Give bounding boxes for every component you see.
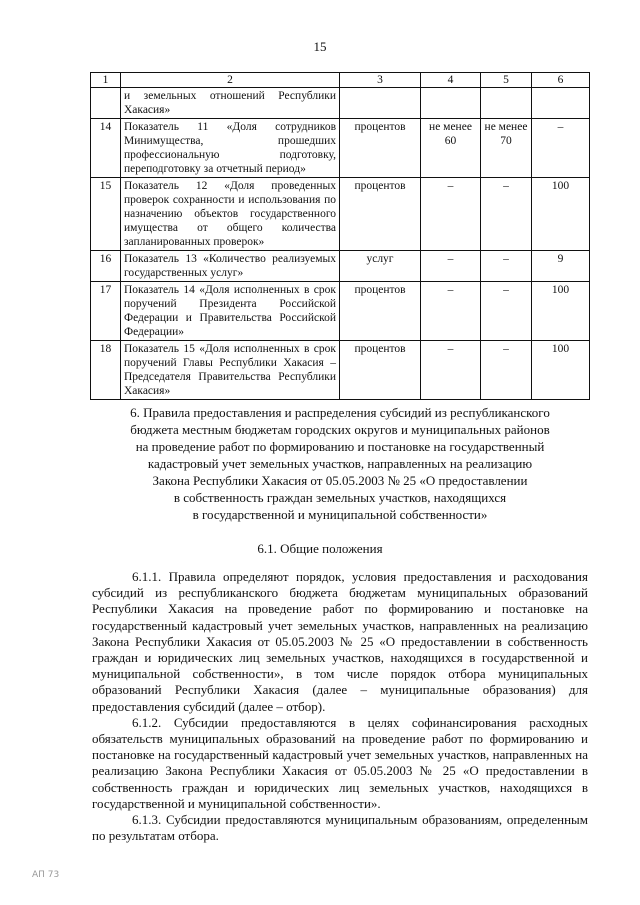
table-cell bbox=[340, 88, 421, 119]
table-cell bbox=[532, 88, 590, 119]
row-number: 18 bbox=[91, 341, 121, 400]
table-row bbox=[91, 178, 590, 251]
value-col6: 100 bbox=[532, 282, 590, 341]
section-title-line: в государственной и муниципальной собственности» bbox=[192, 507, 488, 522]
table-row bbox=[91, 119, 590, 178]
row-number: 15 bbox=[91, 178, 121, 251]
table-row bbox=[91, 282, 590, 341]
value-col6: 9 bbox=[532, 251, 590, 282]
table-header-row bbox=[91, 73, 590, 88]
page-number: 15 bbox=[313, 39, 327, 54]
value-col5: – bbox=[481, 282, 532, 341]
value-col6: – bbox=[532, 119, 590, 178]
table-row bbox=[91, 251, 590, 282]
indicators-table bbox=[90, 72, 590, 400]
value-col5: – bbox=[481, 251, 532, 282]
section-title-line: на проведение работ по формированию и постановке на государственный bbox=[135, 439, 545, 454]
table-cell bbox=[421, 88, 481, 119]
value-col5: не менее 70 bbox=[481, 119, 532, 178]
continuation-row bbox=[91, 88, 590, 119]
footer-mark: АП 73 bbox=[32, 870, 60, 880]
paragraph-6-1-2: 6.1.2. Субсидии предоставляются в целях софинансирования расходных обязательств муниципальных образований на проведение работ по формированию и постановке на государственный кадастровый учет земельных участков, направленных на реализацию Закона Республики Хакасия от 05.05.2003 № 25 «О предоставлении в собственность граждан и юридических лиц земельных участков, находящихся в государственной и муниципальной собственности». bbox=[92, 714, 588, 811]
indicator-name: Показатель 14 «Доля исполненных в срок поручений Президента Российской Федерации и Правительства Российской Федерации» bbox=[121, 282, 340, 341]
body-text bbox=[92, 569, 588, 844]
header-cell: 2 bbox=[121, 73, 340, 88]
indicator-unit: процентов bbox=[340, 178, 421, 251]
subsection-title: 6.1. Общие положения bbox=[257, 541, 383, 556]
row-number: 17 bbox=[91, 282, 121, 341]
header-cell: 4 bbox=[421, 73, 481, 88]
row-number: 16 bbox=[91, 251, 121, 282]
row-number: 14 bbox=[91, 119, 121, 178]
section-title-line: в собственность граждан земельных участков, находящихся bbox=[173, 490, 507, 505]
indicator-name: Показатель 12 «Доля проведенных проверок сохранности и использования по назначению объектов государственного имущества от общего количества запланированных проверок» bbox=[121, 178, 340, 251]
value-col6: 100 bbox=[532, 341, 590, 400]
value-col4: не менее 60 bbox=[421, 119, 481, 178]
continuation-cell: и земельных отношений Республики Хакасия» bbox=[121, 88, 340, 119]
indicator-unit: процентов bbox=[340, 119, 421, 178]
indicator-name: Показатель 11 «Доля сотрудников Минимущества, прошедших профессиональную подготовку, переподготовку за отчетный период» bbox=[121, 119, 340, 178]
indicator-unit: услуг bbox=[340, 251, 421, 282]
table-row bbox=[91, 341, 590, 400]
indicator-name: Показатель 15 «Доля исполненных в срок поручений Главы Республики Хакасия – Председателя Правительства Республики Хакасия» bbox=[121, 341, 340, 400]
paragraph-6-1-3: 6.1.3. Субсидии предоставляются муниципальным образованиям, определенным по результатам отбора. bbox=[92, 812, 588, 844]
indicator-unit: процентов bbox=[340, 282, 421, 341]
table-cell bbox=[481, 88, 532, 119]
indicator-unit: процентов bbox=[340, 341, 421, 400]
section-title-line: бюджета местным бюджетам городских округов и муниципальных районов bbox=[130, 422, 550, 437]
section-title-line: Закона Республики Хакасия от 05.05.2003 № 25 «О предоставлении bbox=[152, 473, 528, 488]
table-cell bbox=[91, 88, 121, 119]
paragraph-6-1-1: 6.1.1. Правила определяют порядок, условия предоставления и расходования субсидий из республиканского бюджета бюджетам муниципальных образований Республики Хакасия на проведение работ по формированию и постановке на государственный кадастровый учет земельных участков, направленных на реализацию Закона Республики Хакасия от 05.05.2003 № 25 «О предоставлении в собственность граждан и юридических лиц земельных участков, находящихся в государственной и муниципальной собственности», в том числе порядок отбора муниципальных образований Республики Хакасия (далее – муниципальные образования) для предоставления субсидий (далее – отбор). bbox=[92, 569, 588, 714]
value-col4: – bbox=[421, 178, 481, 251]
value-col6: 100 bbox=[532, 178, 590, 251]
section-title-line: кадастровый учет земельных участков, направленных на реализацию bbox=[147, 456, 533, 471]
value-col4: – bbox=[421, 282, 481, 341]
header-cell: 6 bbox=[532, 73, 590, 88]
value-col4: – bbox=[421, 251, 481, 282]
value-col5: – bbox=[481, 341, 532, 400]
header-cell: 1 bbox=[91, 73, 121, 88]
value-col4: – bbox=[421, 341, 481, 400]
section-title bbox=[92, 404, 588, 523]
section-title-line: 6. Правила предоставления и распределения субсидий из республиканского bbox=[130, 405, 550, 420]
indicator-name: Показатель 13 «Количество реализуемых государственных услуг» bbox=[121, 251, 340, 282]
header-cell: 3 bbox=[340, 73, 421, 88]
value-col5: – bbox=[481, 178, 532, 251]
header-cell: 5 bbox=[481, 73, 532, 88]
